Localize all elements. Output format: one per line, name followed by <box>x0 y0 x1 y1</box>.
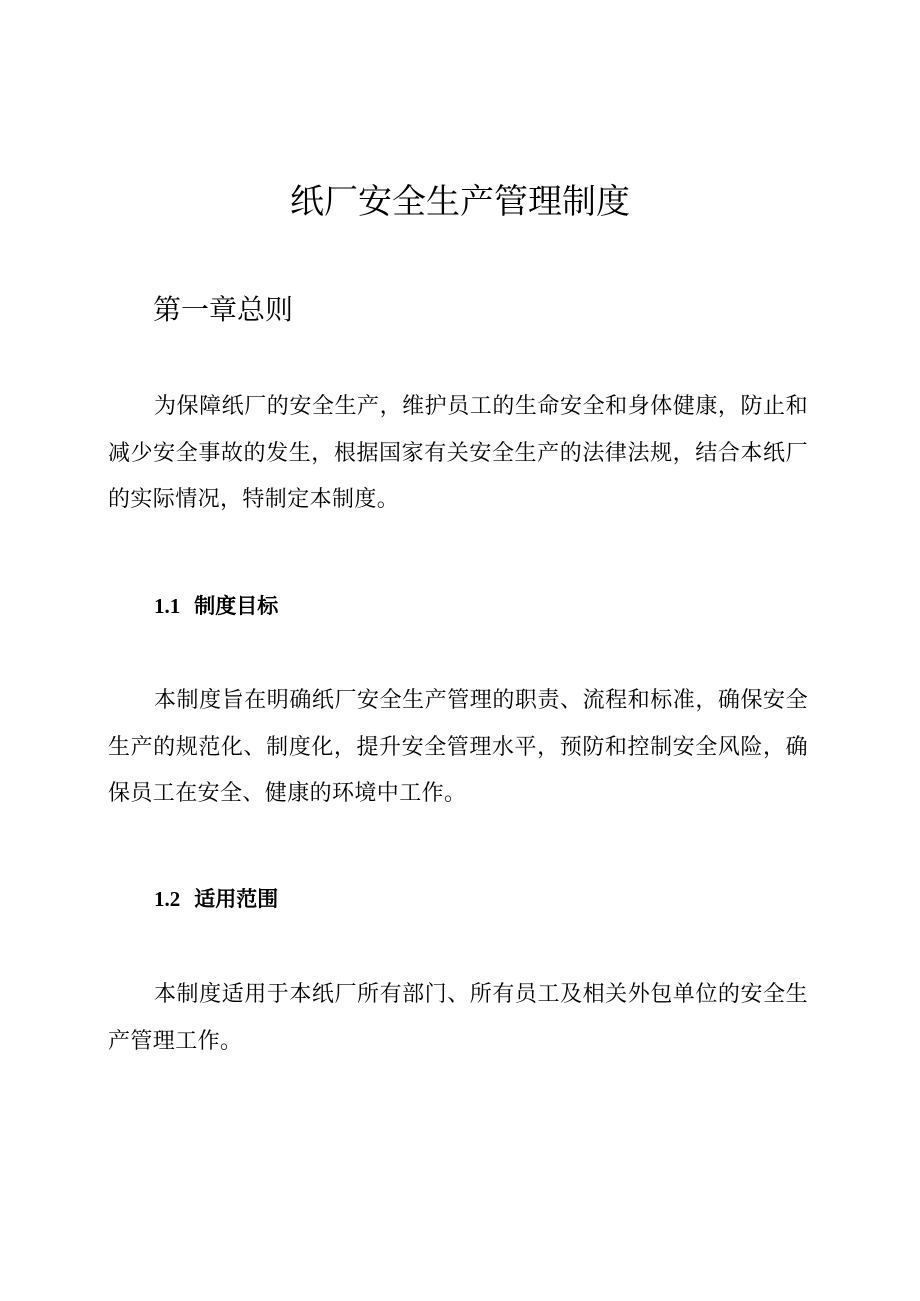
document-title: 纸厂安全生产管理制度 <box>290 182 630 222</box>
section-number: 1.2 <box>154 887 181 911</box>
chapter-intro-paragraph: 为保障纸厂的安全生产，维护员工的生命安全和身体健康，防止和减少安全事故的发生，根据国家有关安全生产的法律法规，结合本纸厂的实际情况，特制定本制度。 <box>108 394 808 512</box>
section-heading-scope <box>154 883 278 915</box>
chapter-title: 第一章总则 <box>153 293 294 326</box>
section-title: 适用范围 <box>194 887 279 911</box>
section-number: 1.1 <box>154 594 181 618</box>
section-heading-goal <box>154 590 278 622</box>
section-scope-paragraph: 本制度适用于本纸厂所有部门、所有员工及相关外包单位的安全生产管理工作。 <box>108 982 808 1054</box>
section-title: 制度目标 <box>194 594 279 618</box>
section-goal-paragraph: 本制度旨在明确纸厂安全生产管理的职责、流程和标准，确保安全生产的规范化、制度化，提升安全管理水平，预防和控制安全风险，确保员工在安全、健康的环境中工作。 <box>108 688 808 806</box>
